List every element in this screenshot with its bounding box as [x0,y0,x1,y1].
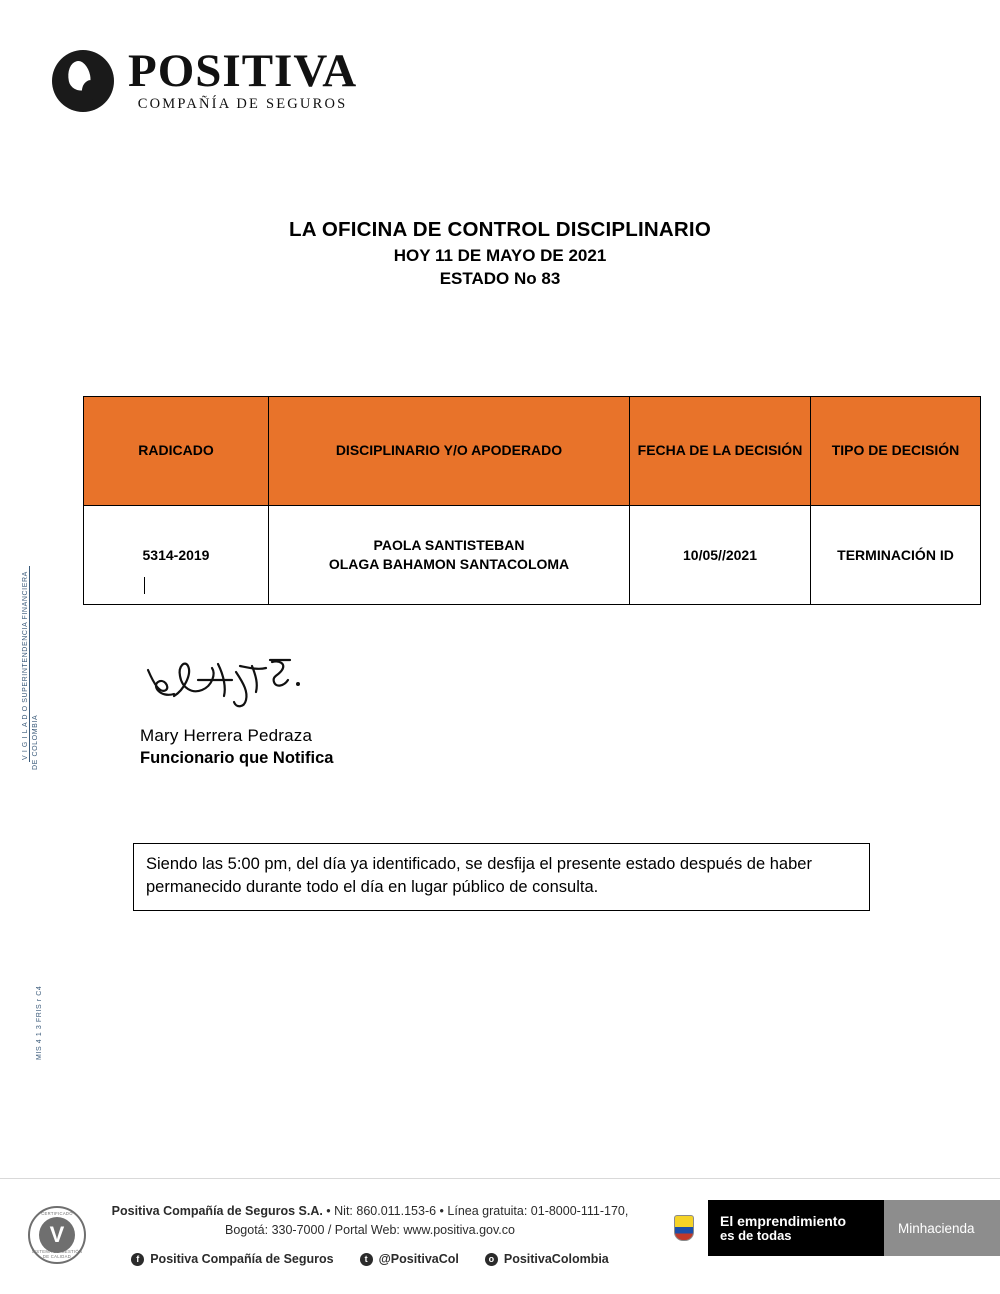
social-twitter-label: @PositivaCol [378,1252,459,1266]
cell-tipo: TERMINACIÓN ID [811,506,981,605]
footer-social-links [110,1252,630,1266]
page-footer [0,1186,1000,1286]
facebook-icon: f [131,1253,144,1266]
cell-disciplinario-line2: OLAGA BAHAMON SANTACOLOMA [328,556,570,572]
logo-wordmark [128,45,358,112]
cell-disciplinario-line1: PAOLA SANTISTEBAN [373,537,525,554]
footer-line-1 [110,1202,630,1221]
table-row [84,506,981,605]
footer-company-info [110,1202,630,1240]
instagram-icon: o [485,1253,498,1266]
seal-bottom-text: SISTEMA DE GESTIÓN DE CALIDAD [31,1249,83,1259]
quality-seal-icon [28,1206,86,1264]
company-logo [52,45,358,112]
column-header-fecha: FECHA DE LA DECISIÓN [630,397,811,506]
social-instagram[interactable] [485,1252,609,1266]
seal-top-text: CERTIFICADO [41,1211,73,1216]
pen-tick-mark [144,577,145,594]
title-line-estado: ESTADO No 83 [439,269,561,288]
title-line-date: HOY 11 DE MAYO DE 2021 [393,246,607,265]
signer-name: Mary Herrera Pedraza [140,726,313,745]
column-header-radicado: RADICADO [84,397,269,506]
colombia-flag-shield-icon [660,1200,708,1256]
gov-ministry: Minhacienda [884,1200,1000,1256]
logo-tagline: COMPAÑÍA DE SEGUROS [137,96,348,112]
gov-slogan-line1: El emprendimiento [720,1212,847,1229]
footer-company-name: Positiva Compañía de Seguros S.A. [111,1204,323,1218]
seal-letter: V [39,1217,75,1253]
cell-radicado: 5314-2019 [84,506,269,605]
logo-name: POSITIVA [128,45,358,97]
signer-role: Funcionario que Notifica [140,749,334,767]
handwritten-signature-icon [140,650,360,720]
column-header-tipo: TIPO DE DECISIÓN [811,397,981,506]
footer-line-2: Bogotá: 330-7000 / Portal Web: www.positiva.gov.co [225,1222,515,1237]
column-header-disciplinario: DISCIPLINARIO Y/O APODERADO [269,397,630,506]
side-note-code: MIS 4 1 3 FRIS r C4 [36,985,43,1060]
signature-block [140,650,560,768]
notice-box: Siendo las 5:00 pm, del día ya identificado, se desfija el presente estado después de haber permanecido durante todo el día en lugar público de consulta. [133,843,870,911]
title-line-office: LA OFICINA DE CONTROL DISCIPLINARIO [289,218,711,241]
social-facebook-label: Positiva Compañía de Seguros [150,1252,334,1266]
footer-company-contact: • Nit: 860.011.153-6 • Línea gratuita: 01-8000-111-170, [322,1204,629,1218]
gov-slogan-line2: es de todas [720,1227,792,1243]
cell-fecha: 10/05//2021 [630,506,811,605]
social-instagram-label: PositivaColombia [503,1252,609,1266]
side-rule-divider [29,566,30,762]
government-branding [660,1200,1000,1256]
gov-slogan [708,1200,884,1256]
social-twitter[interactable] [360,1252,459,1266]
social-facebook[interactable] [131,1252,333,1266]
side-note-vigilado: V I G I L A D O SUPERINTENDENCIA FINANCIERA [22,571,29,760]
footer-divider [0,1178,1000,1179]
twitter-icon: t [360,1253,373,1266]
cell-disciplinario [269,506,630,605]
page-title [0,218,1000,289]
eagle-icon [52,50,114,112]
decisions-table [83,396,981,605]
side-note-colombia: DE COLOMBIA [32,714,39,770]
table-header-row [84,397,981,506]
